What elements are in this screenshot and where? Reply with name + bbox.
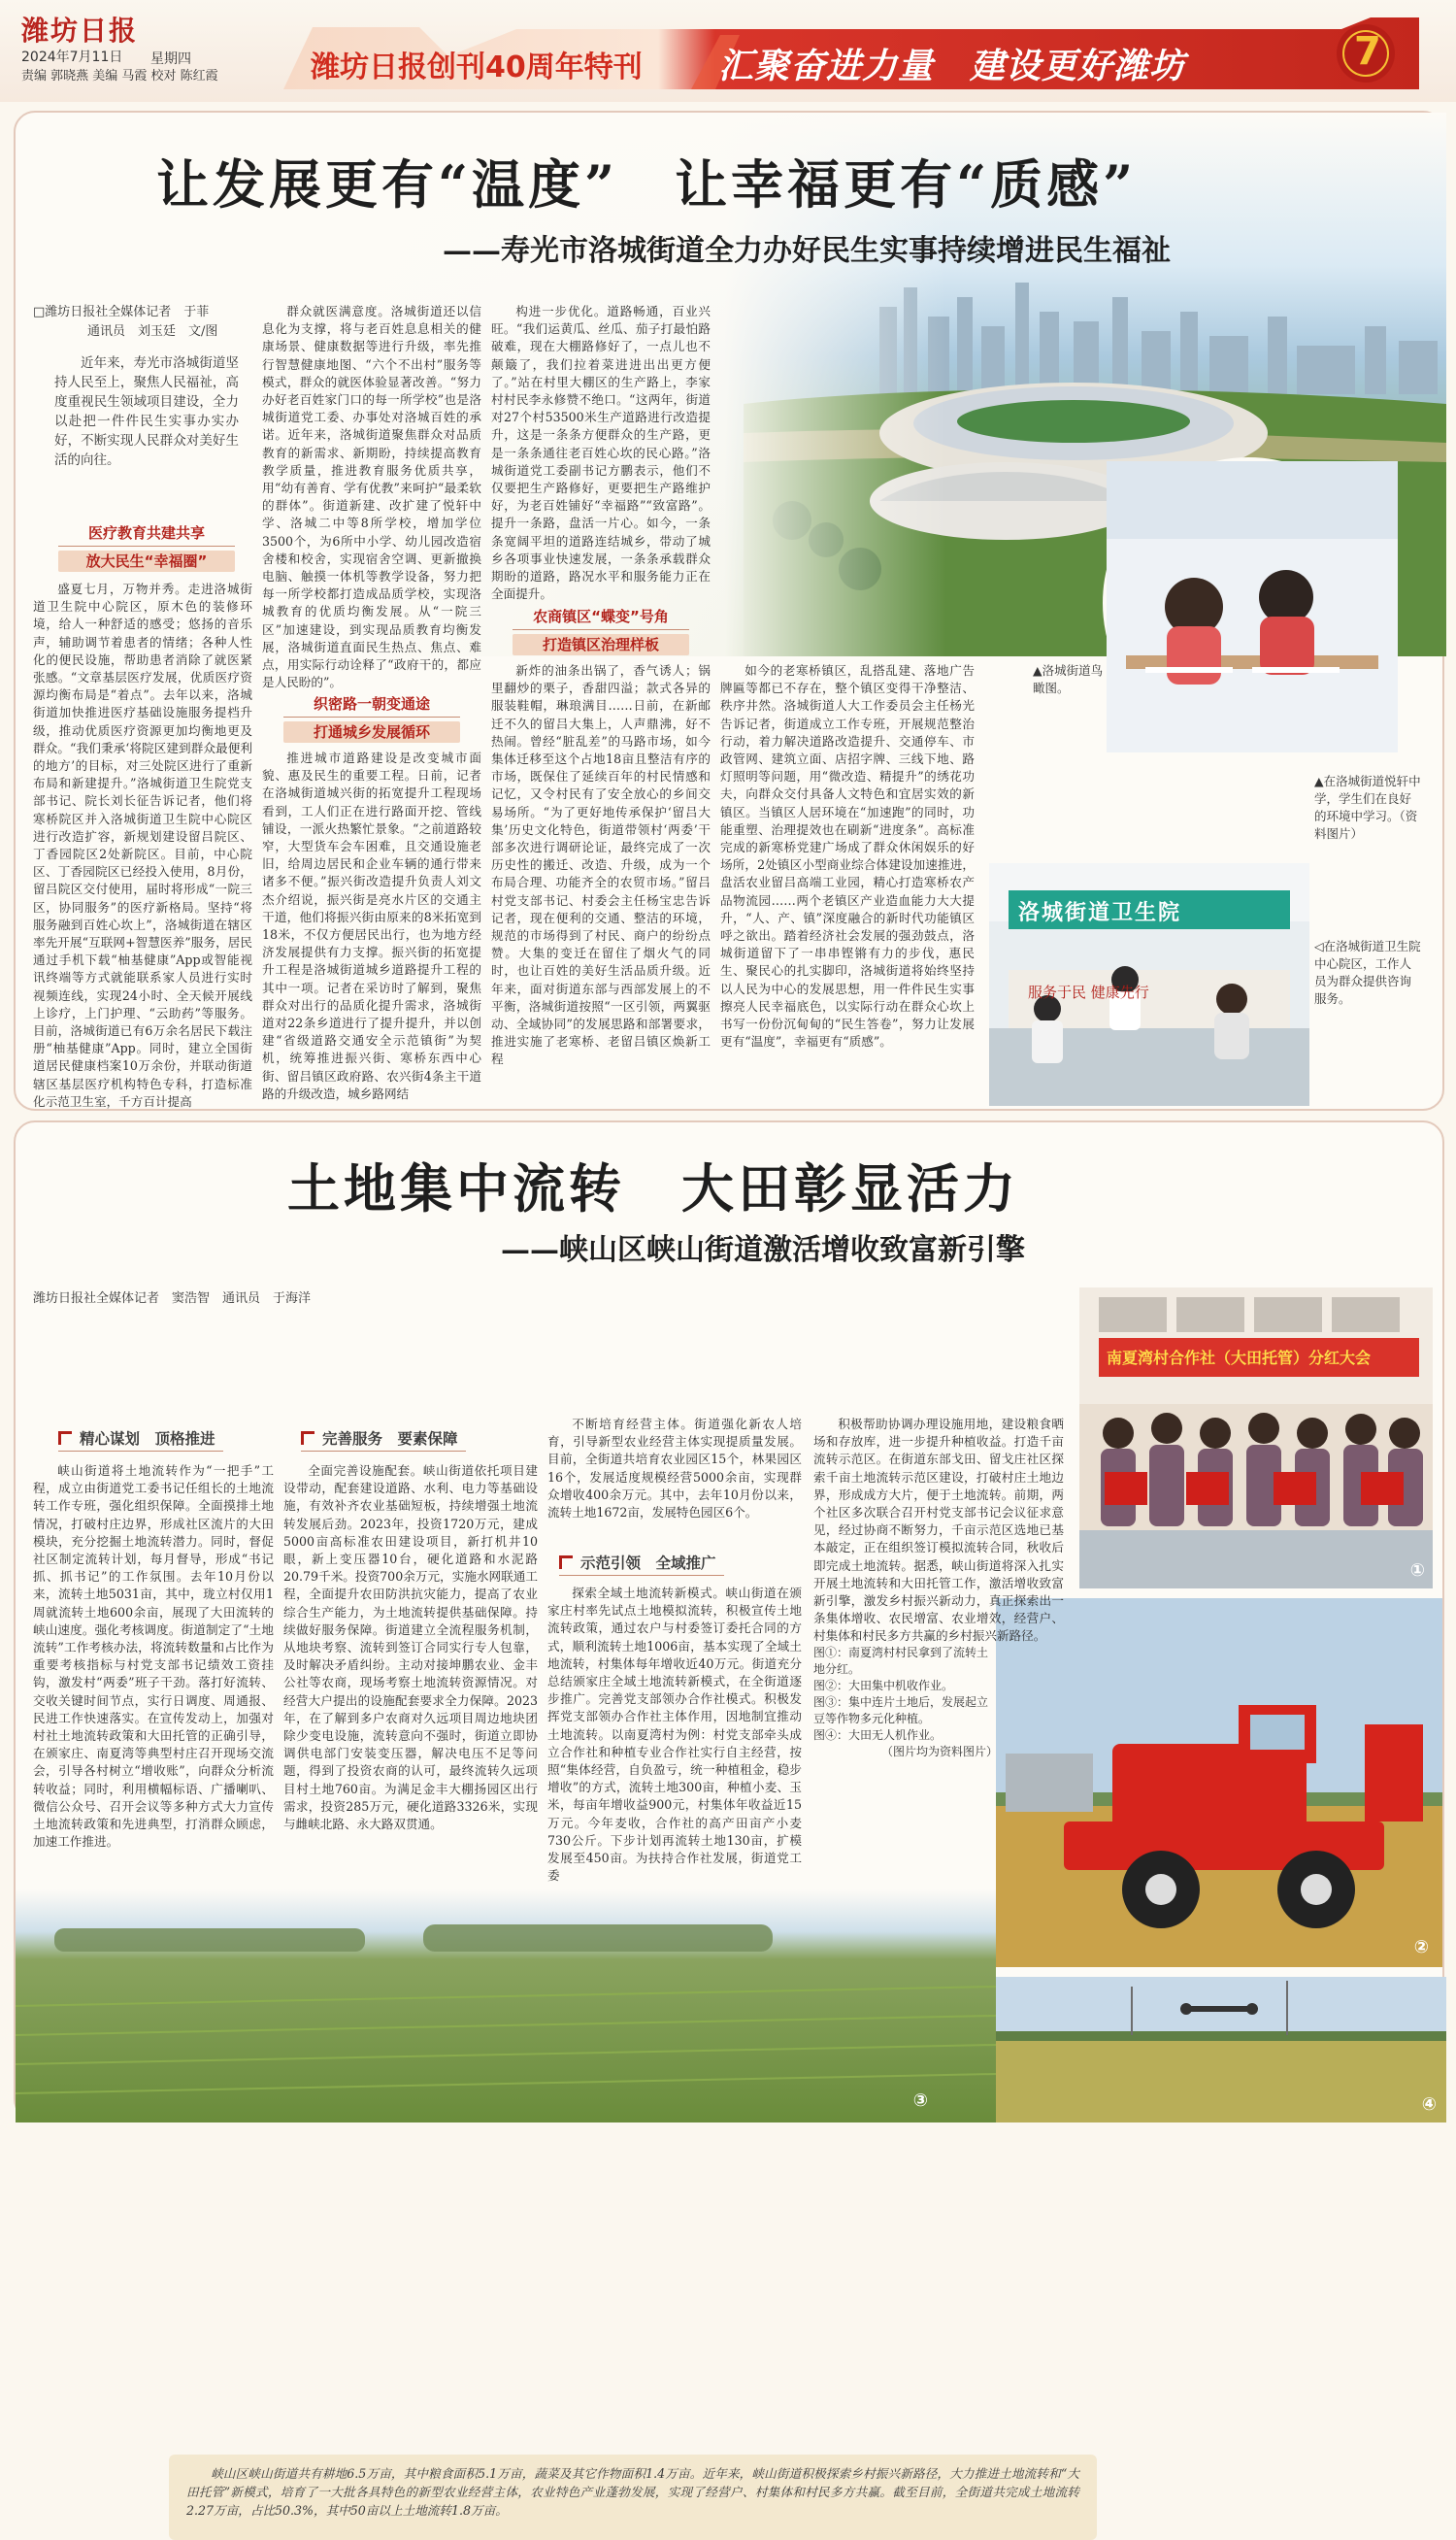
issue-date: 2024年7月11日 bbox=[21, 50, 123, 65]
byline-reporter: □潍坊日报社全媒体记者 于菲 bbox=[33, 305, 210, 319]
newspaper-logo: 潍坊日报 bbox=[21, 15, 139, 47]
caption-5: （图片均为资料图片） bbox=[880, 1745, 998, 1758]
section-line: 医疗教育共建共享 bbox=[58, 522, 235, 547]
soybean-field-photo bbox=[16, 1889, 996, 2122]
caption-1: 图①：南夏湾村村民拿到了流转土地分红。 bbox=[813, 1646, 989, 1676]
section-line: 打造镇区治理样板 bbox=[513, 634, 689, 655]
article1-subtitle: ——寿光市洛城街道全力办好民生实事持续增进民生福祉 bbox=[443, 234, 1171, 268]
section-line: 农商镇区“蝶变”号角 bbox=[513, 606, 689, 630]
section-label: 精心谋划 顶格推进 bbox=[80, 1430, 215, 1448]
drone-wheat-photo bbox=[996, 1977, 1446, 2122]
photo-number-1: ① bbox=[1409, 1560, 1425, 1581]
section-line: 打通城乡发展循环 bbox=[283, 721, 460, 743]
section-line: 织密路一朝变通途 bbox=[283, 693, 460, 718]
clinic-photo bbox=[986, 860, 1307, 1103]
caption-aerial: ▲洛城街道鸟瞰图。 bbox=[1033, 663, 1104, 695]
coop-dividend-photo bbox=[1079, 1287, 1433, 1588]
section-heading-township bbox=[513, 606, 689, 655]
special-edition-title: 潍坊日报创刊40周年特刊 bbox=[311, 50, 643, 84]
paragraph: 构进一步优化。道路畅通，百业兴旺。“我们运黄瓜、丝瓜、茄子打最怕路破难，现在大棚路修好了，一点儿也不颠簸了，我们拉着菜进进出出更方便了。”站在村里大棚区的生产路上，李家村村民李永修赞不绝口。“这两年，街道对27个村53500米生产道路进行改造提升，这是一条条方便群众的生产路，更是一条条通往老百姓心坎的民心路。”洛城街道党工委副书记方鹏表示，他们不仅要把生产路修好，更要把生产路维护好，为老百姓铺好“幸福路”“致富路”。提升一条路，盘活一片心。如今，一条条宽阔平坦的道路连结城乡，带动了城乡各项事业快速发展，一条条承载群众期盼的道路，路况水平和服务能力正在全面提升。 bbox=[491, 304, 711, 602]
article2-column-3a bbox=[547, 1416, 802, 1540]
section-mark-icon bbox=[58, 1431, 72, 1445]
article1-column-1 bbox=[33, 581, 252, 1109]
classroom-photo bbox=[1103, 457, 1394, 749]
article1-byline bbox=[33, 303, 285, 342]
paragraph: 如今的老寒桥镇区，乱搭乱建、落地广告牌匾等都已不存在，整个镇区变得干净整洁、秩序井然。洛城街道人大工作委员会主任杨光告诉记者，街道成立工作专班，开展规范整治行动，着力解决道路改造提升、交通停车、市政管网、建筑立面、店招字牌、三线下地、路灯照明等问题，用“微改造、精提升”的绣花功夫，向群众交付具备人文特色和宜居实效的新镇区。当镇区人居环境在“加速跑”的同时，功能重塑、治理提效也在刷新“进度条”。高标准完成的新寒桥党建广场成了群众休闲娱乐的好场所，2处镇区小型商业综合体建设加速推进，盘活农业留吕高端工业园，精心打造寒桥农产品物流园……两个老镇区产业造血能力大大提升，“人、产、镇”深度融合的新时代功能镇区呼之欲出。踏着经济社会发展的强劲鼓点，洛城街道留下了一串串铿锵有力的步伐，惠民生、聚民心的扎实脚印，洛城街道将始终坚持以人民为中心的发展思想，用一件件民生实事擦亮人民幸福底色，以实际行动在群众心坎上书写一份份沉甸甸的“民生答卷”，努力让发展更有“温度”，幸福更有“质感”。 bbox=[720, 663, 975, 1050]
section-mark-icon bbox=[301, 1431, 314, 1445]
editor-credits: 责编 郭晓燕 美编 马霞 校对 陈红霞 bbox=[21, 69, 218, 84]
caption-2: 图②：大田集中机收作业。 bbox=[813, 1679, 954, 1692]
section-mark-icon bbox=[559, 1555, 573, 1569]
paragraph: 探索全域土地流转新模式。峡山街道在颁家庄村率先试点土地模拟流转，积极宣传土地流转政策，通过农户与村委签订委托合同的方式，顺利流转土地1006亩，基本实现了全域土地流转，村集体每年增收近40万元。街道充分总结颁家庄全域土地流转新模式，在全街道逐步推广。完善党支部领办合作社模式。积极发挥党支部领办合作社主体作用，因地制宜推动土地流转。以南夏湾村为例：村党支部牵头成立合作社和种植专业合作社实行自主经营，按照“集体经营，自负盈亏，统一种植租金，稳步增收”的方式，流转土地300亩，种植小麦、玉米，每亩年增收益900元，村集体年收益近15万元。今年麦收，合作社的高产田亩产小麦730公斤。下步计划再流转土地130亩，扩模发展至450亩。为扶持合作社发展，街道党工委 bbox=[547, 1586, 802, 1884]
photo-number-4: ④ bbox=[1421, 2094, 1437, 2115]
section-heading-medical bbox=[58, 522, 235, 572]
caption-4: 图④：大田无人机作业。 bbox=[813, 1728, 943, 1742]
section-heading-roads bbox=[283, 693, 460, 743]
article-frame-luocheng bbox=[14, 111, 1444, 1111]
article1-column-3 bbox=[491, 303, 711, 602]
harvester-photo bbox=[996, 1598, 1442, 1967]
photo-number-3: ③ bbox=[912, 2090, 928, 2111]
article1-lead bbox=[54, 353, 239, 470]
paragraph: 群众就医满意度。洛城街道还以信息化为支撑，将与老百姓息息相关的健康场景、健康数据等进行升级，率先推行智慧健康地图、“六个不出村”服务等模式，群众的就医体验显著改善。“努力办好老百姓家门口的每一所学校”也是洛城街道党工委、办事处对洛城百姓的承诺。近年来，洛城街道聚焦群众对品质教育的新需求、新期盼，持续提高教育教学质量，推进教育服务优质共享，用“幼有善育、学有优教”来呵护“最柔软的群体”。街道新建、改扩建了悦轩中学、洛城二中等8所学校，增加学位3500个，为6所中小学、幼儿园改造宿舍楼和校舍，实现宿舍空调、更新撤换电脑、触摸一体机等教学设备，努力把每一所学校都打造成品质学校，实现洛城教育的优质均衡发展。从“一院三区”加速建设，到实现品质教育均衡发展，洛城街道直面民生热点、焦点、难点，用实际行动诠释了“政府干的，都应是人民盼的”。 bbox=[262, 304, 481, 690]
byline-correspondent: 通讯员 刘玉廷 文/图 bbox=[87, 324, 218, 339]
coop-banner-text: 南夏湾村合作社（大田托管）分红大会 bbox=[1107, 1349, 1372, 1367]
clinic-sign-text: 洛城街道卫生院 bbox=[1018, 901, 1182, 925]
article2-intro: 峡山区峡山街道共有耕地6.5万亩，其中粮食面积5.1万亩，蔬菜及其它作物面积1.4万亩。近年来，峡山街道积极探索乡村振兴新路径，大力推进土地流转和“大田托管”新模式，培育了一大批各具特色的新型农业经营主体，农业特色产业蓬勃发展，实现了经营户、村集体和村民多方共赢。截至目前，全街道共完成土地流转2.27万亩，占比50.3%，其中50亩以上土地流转1.8万亩。 bbox=[169, 2455, 1097, 2540]
lead-paragraph: 近年来，寿光市洛城街道坚持人民至上，聚焦人民福祉，高度重视民生领域项目建设，全力以赴把一件件民生实事办实办好，不断实现人民群众对美好生活的向往。 bbox=[54, 355, 239, 468]
article2-title: 土地集中流转 大田彰显活力 bbox=[287, 1157, 1019, 1220]
article1-column-2 bbox=[262, 303, 481, 689]
article2-column-2 bbox=[283, 1462, 538, 1886]
article2-column-3b bbox=[547, 1585, 802, 1886]
masthead bbox=[0, 0, 1456, 102]
paragraph: 全面完善设施配套。峡山街道依托项目建设带动，配套建设道路、水利、电力等基础设施，有效补齐农业基础短板，持续增强土地流转发展后劲。2023年，投资1720万元，建成5000亩高标准农田建设项目，新打机井10眼，新上变压器10台，硬化道路和水泥路20.79千米。投资700余万元，实施水网联通工程，全面提升农田防洪抗灾能力，提高了农业综合生产能力，为土地流转提供基础保障。持续做好服务保障。街道建立全流程服务机制，从地块考察、流转到签订合同实行专人包靠，及时解决矛盾纠纷。主动对接坤鹏农业、金丰公社等农商，现场考察土地流转资源情况。对经营大户提出的设施配套要求全力保障。2023年，在了解到多户农商对久远项目周边地块团除少变电设施，流转意向不强时，街道立即协调供电部门安装变压器，解决电压不足等问题，得到了投资农商的认可，最终流转久远项目村土地760亩。为满足金丰大棚扬园区出行需求，投资285万元，硬化道路3326米，实现与雌峡北路、永大路双贯通。 bbox=[283, 1463, 538, 1832]
caption-3: 图③：集中连片土地后，发展起立豆等作物多元化种植。 bbox=[813, 1695, 989, 1725]
page-number: 7 bbox=[1354, 29, 1381, 74]
paragraph: 积极帮助协调办理设施用地，建设粮食晒场和存放库，进一步提升种植收益。打造千亩流转示范区。在街道东部戈田、留戈庄社区探索千亩土地流转示范区建设，打破村庄土地边界，形成成方大片，便于土地流转。前期，两个社区多次联合召开村党支部书记会议征求意见，经过协商不断努力，千亩示范区选地已基本敲定，正在组织签订模拟流转合同，秋收后即完成土地流转。据悉，峡山街道将深入扎实开展土地流转和大田托管工作，激活增收致富新引擎，激发乡村振兴新动力，真正探索出一条集体增收、农民增富、农业增效，经营户、村集体和村民多方共赢的乡村振兴新路径。 bbox=[813, 1417, 1064, 1644]
photo-number-2: ② bbox=[1413, 1937, 1429, 1957]
article-frame-xiashan bbox=[14, 1120, 1444, 2518]
section-label: 完善服务 要素保障 bbox=[322, 1430, 458, 1448]
caption-classroom: ▲在洛城街道悦轩中学，学生们在良好的环境中学习。（资料图片） bbox=[1314, 774, 1421, 841]
paragraph: 推进城市道路建设是改变城市面貌、惠及民生的重要工程。日前，记者在洛城街道城兴街的拓宽提升工程现场看到，工人们正在进行路面开挖、管线铺设，一派火热繁忙景象。“之前道路较窄，大型货车会车困难，且交通设施老旧，给周边居民和企业车辆的通行带来诸多不便。”振兴街改造提升负责人刘文杰介绍说，振兴街是亮水片区的交通主干道，他们将振兴街由原来的8米拓宽到18米，不仅方便居民出行，也为地方经济发展提供有力支撑。振兴街的拓宽提升工程是洛城街道城乡道路提升工程的其中一项。记者在采访时了解到，聚焦群众对出行的品质化提升需求，洛城街道对22条乡道进行了提升提升，并以创建“省级道路交通安全示范镇街”为契机，统筹推进振兴街、寒桥东西中心街、留吕镇区政府路、农兴街4条主干道路的升级改造，城乡路网结 bbox=[262, 751, 481, 1101]
photo-captions bbox=[813, 1645, 998, 1760]
issue-weekday: 星期四 bbox=[150, 51, 191, 67]
article1-column-4 bbox=[720, 662, 975, 1105]
caption-clinic: ◁在洛城街道卫生院中心院区，工作人员为群众提供咨询服务。 bbox=[1314, 939, 1421, 1006]
article1-title: 让发展更有“温度” 让幸福更有“质感” bbox=[156, 153, 1138, 216]
section-heading-demonstration bbox=[559, 1552, 734, 1573]
article2-byline: 潍坊日报社全媒体记者 窦浩智 通讯员 于海洋 bbox=[33, 1291, 312, 1306]
article2-column-1 bbox=[33, 1462, 274, 1886]
page-slogan: 汇聚奋进力量 建设更好潍坊 bbox=[718, 47, 1186, 86]
article2-column-4 bbox=[813, 1416, 1064, 1644]
article1-column-2b bbox=[262, 750, 481, 1105]
section-line: 放大民生“幸福圈” bbox=[58, 551, 235, 572]
section-heading-planning bbox=[58, 1427, 233, 1449]
paragraph: 不断培育经营主体。街道强化新农人培育，引导新型农业经营主体实现提质量发展。目前，全街道共培育农业园区15个，林果园区16个，发展适度规模经营5000余亩，实现群众增收400余万元。其中，去年10月份以来，流转土地1672亩，发展特色园区6个。 bbox=[547, 1417, 802, 1521]
paragraph: 盛夏七月，万物并秀。走进洛城街道卫生院中心院区，原木色的装修环境，给人一种舒适的感受；悠扬的音乐声，辅助调节着患者的情绪；各种人性化的便民设施，帮助患者消除了就医紧张感。“文章基层医疗发展，优质医疗资源均衡布局是“着点”。去年以来，洛城街道加快推进医疗基础设施服务提档升级，推动优质医疗资源更加均衡地更及群众。“我们秉承‘将院区建到群众最便利的地方’的目标，对三处院区进行了重新布局和新建提升。”洛城街道卫生院党支部书记、院长刘长征告诉记者，他们将寒桥院区并入洛城街道卫生院中心院区进行改造扩容，新规划建设留吕院区、丁香园院区2处新院区。目前，中心院区、丁香园院区已经投入使用，8月份，留吕院区交付使用，届时将形成“一院三区，协同服务”的医疗新格局。坚持“将服务融到百姓心坎上”，洛城街道在辖区率先开展“互联网+智慧医养”服务，居民通过手机下载“柚基健康”App或智能视讯终端等方式就能联系家人员进行实时视频连线，实现24小时、全天候开展线上诊疗，上门护理、“云助药”等服务。目前，洛城街道已有6万余名居民下载注册“柚基健康”App。同时，建立全国街道居民健康档案10万余份，并联动街道辖区基层医疗机构特色专科，打造标准化示范卫生室，千方百计提高 bbox=[33, 582, 252, 1109]
section-heading-services bbox=[301, 1427, 476, 1449]
paragraph: 峡山街道将土地流转作为“一把手”工程，成立由街道党工委书记任组长的土地流转工作专班，强化组织保障。全面摸排土地情况，打破村庄边界，形成社区流片的大田模块，充分挖掘土地流转潜力。同时，督促社区制定流转计划，每月督导，形成“书记抓、抓书记”的工作氛围。去年10月份以来，流转土地5031亩，其中，珑立村仅用1周就流转土地600余亩，展现了大田流转的峡山速度。强化考核调度。街道制定了“土地流转”工作考核办法，将流转数量和占比作为重要考核指标与村党支部书记绩效工资挂钩，激发村“两委”班子干劲。落打好流转、交收关键时间节点，实行日调度、周通报、民进工作快速落实。在宣传发动上，加强对村社土地流转政策和大田托管的正确引导，在颁家庄、南夏湾等典型村庄召开现场交流会，引导各村树立“增收账”，向群众分析流转收益；同时，利用横幅标语、广播喇叭、微信公众号、召开会议等多种方式大力宣传土地流转政策和先进典型，打消群众顾虑，加速工作推进。 bbox=[33, 1463, 274, 1850]
clinic-banner-text: 服务于民 健康先行 bbox=[1028, 984, 1149, 1001]
article1-column-3b bbox=[491, 662, 711, 1105]
article2-subtitle: ——峡山区峡山街道激活增收致富新引擎 bbox=[501, 1233, 1025, 1267]
paragraph: 新炸的油条出锅了，香气诱人；锅里翻炒的栗子，香甜四溢；款式各异的服装鞋帽，琳琅满目……日前，在新邮迁不久的留吕大集上，人声鼎沸，好不热闹。曾经“脏乱差”的马路市场，如今集体迁移至这个占地18亩且整洁有序的市场，既保住了延续百年的村民情感和记忆，又令村民有了安全放心的乡间交易场所。“为了更好地传承保护‘留吕大集’历史文化特色，街道带领村‘两委’干部多次进行调研论证，最终完成了一次历史性的搬迁、改造、升级，成为一个布局合理、功能齐全的农贸市场。”留吕村党支部书记、村委会主任杨宝忠告诉记者，现在便利的交通、整洁的环境，规范的市场得到了村民、商户的纷纷点赞。大集的变迁在留住了烟火气的同时，也让百姓的美好生活品质升级。近年来，面对街道东部与西部发展上的不平衡，洛城街道按照“一区引领，两翼驱动、全域协同”的发展思路和部署要求，推进实施了老寒桥、老留吕镇区焕新工程 bbox=[491, 663, 711, 1067]
section-label: 示范引领 全域推广 bbox=[580, 1554, 716, 1572]
